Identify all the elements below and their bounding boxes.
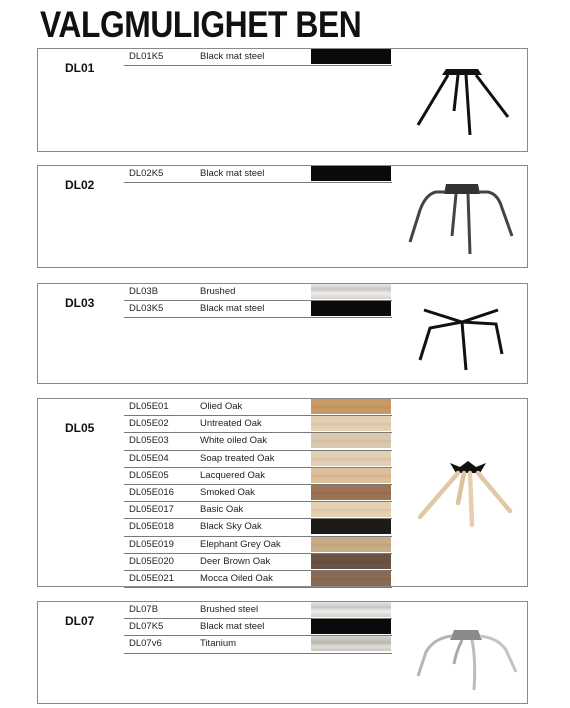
finish-swatch	[311, 537, 391, 552]
finish-swatch	[311, 49, 391, 64]
finish-sku: DL01K5	[129, 51, 164, 62]
finish-sku: DL02K5	[129, 168, 164, 179]
finish-sku: DL07K5	[129, 621, 164, 633]
finish-sku: DL05E021	[129, 572, 174, 584]
option-code: DL07	[65, 614, 95, 628]
finish-list	[124, 284, 392, 318]
finish-sku: DL05E01	[129, 401, 169, 412]
finish-swatch	[311, 301, 391, 316]
leg-option-dl03	[37, 283, 528, 384]
finish-sku: DL07B	[129, 604, 159, 615]
finish-description: Soap treated Oak	[200, 452, 275, 464]
four-leg-spider-base-icon	[406, 180, 518, 258]
finish-sku: DL05E05	[129, 469, 169, 481]
finish-row	[124, 519, 392, 536]
finish-row	[124, 49, 392, 66]
finish-swatch	[311, 468, 391, 483]
finish-row	[124, 166, 392, 183]
leg-option-dl02	[37, 165, 528, 268]
finish-row	[124, 451, 392, 468]
finish-list	[124, 602, 392, 654]
finish-swatch	[311, 433, 391, 448]
leg-option-dl01	[37, 48, 528, 152]
finish-swatch	[311, 485, 391, 500]
finish-description: Elephant Grey Oak	[200, 538, 281, 550]
finish-row	[124, 284, 392, 301]
finish-sku: DL05E016	[129, 486, 174, 498]
finish-row	[124, 602, 392, 619]
finish-description: Basic Oak	[200, 504, 244, 516]
finish-description: Olied Oak	[200, 401, 243, 412]
finish-description: Deer Brown Oak	[200, 555, 271, 567]
finish-description: Titanium	[200, 638, 237, 650]
finish-row	[124, 468, 392, 485]
finish-list	[124, 166, 392, 183]
leg-option-dl07	[37, 601, 528, 704]
finish-sku: DL05E018	[129, 521, 174, 533]
option-code: DL02	[65, 178, 95, 192]
finish-description: White oiled Oak	[200, 435, 268, 447]
finish-swatch	[311, 636, 391, 651]
finish-description: Black mat steel	[200, 51, 265, 62]
finish-description: Smoked Oak	[200, 486, 255, 498]
finish-swatch	[311, 602, 391, 617]
leg-option-dl05	[37, 398, 528, 587]
finish-sku: DL03B	[129, 286, 159, 297]
finish-row	[124, 571, 392, 588]
finish-row	[124, 485, 392, 502]
finish-swatch	[311, 416, 391, 431]
finish-swatch	[311, 571, 391, 586]
finish-sku: DL05E020	[129, 555, 174, 567]
finish-sku: DL05E019	[129, 538, 174, 550]
finish-row	[124, 619, 392, 636]
finish-swatch	[311, 451, 391, 466]
finish-description: Brushed steel	[200, 604, 259, 615]
chrome-spider-base-icon	[410, 624, 522, 696]
page-title: VALGMULIGHET BEN	[40, 4, 362, 45]
option-code: DL05	[65, 421, 95, 435]
finish-swatch	[311, 399, 391, 414]
finish-row	[124, 399, 392, 416]
finish-description: Black mat steel	[200, 621, 265, 633]
finish-description: Black mat steel	[200, 168, 265, 179]
finish-list	[124, 49, 392, 66]
option-code: DL03	[65, 296, 95, 310]
finish-row	[124, 433, 392, 450]
four-leg-steel-base-icon	[408, 65, 518, 135]
finish-description: Untreated Oak	[200, 418, 262, 430]
finish-description: Black Sky Oak	[200, 521, 262, 533]
finish-sku: DL05E017	[129, 504, 174, 516]
finish-swatch	[311, 502, 391, 517]
wooden-four-leg-base-icon	[410, 459, 520, 529]
finish-swatch	[311, 284, 391, 299]
finish-row	[124, 301, 392, 318]
finish-row	[124, 502, 392, 519]
cross-base-icon	[412, 302, 512, 372]
finish-swatch	[311, 519, 391, 534]
finish-sku: DL05E04	[129, 452, 169, 464]
finish-sku: DL05E02	[129, 418, 169, 430]
finish-list	[124, 399, 392, 588]
finish-description: Black mat steel	[200, 303, 265, 315]
finish-swatch	[311, 166, 391, 181]
finish-description: Lacquered Oak	[200, 469, 265, 481]
finish-sku: DL03K5	[129, 303, 164, 315]
finish-sku: DL05E03	[129, 435, 169, 447]
finish-description: Brushed	[200, 286, 236, 297]
finish-description: Mocca Oiled Oak	[200, 572, 273, 584]
finish-row	[124, 537, 392, 554]
finish-row	[124, 554, 392, 571]
finish-row	[124, 416, 392, 433]
finish-sku: DL07v6	[129, 638, 162, 650]
finish-swatch	[311, 554, 391, 569]
option-code: DL01	[65, 61, 95, 75]
finish-row	[124, 636, 392, 653]
finish-swatch	[311, 619, 391, 634]
